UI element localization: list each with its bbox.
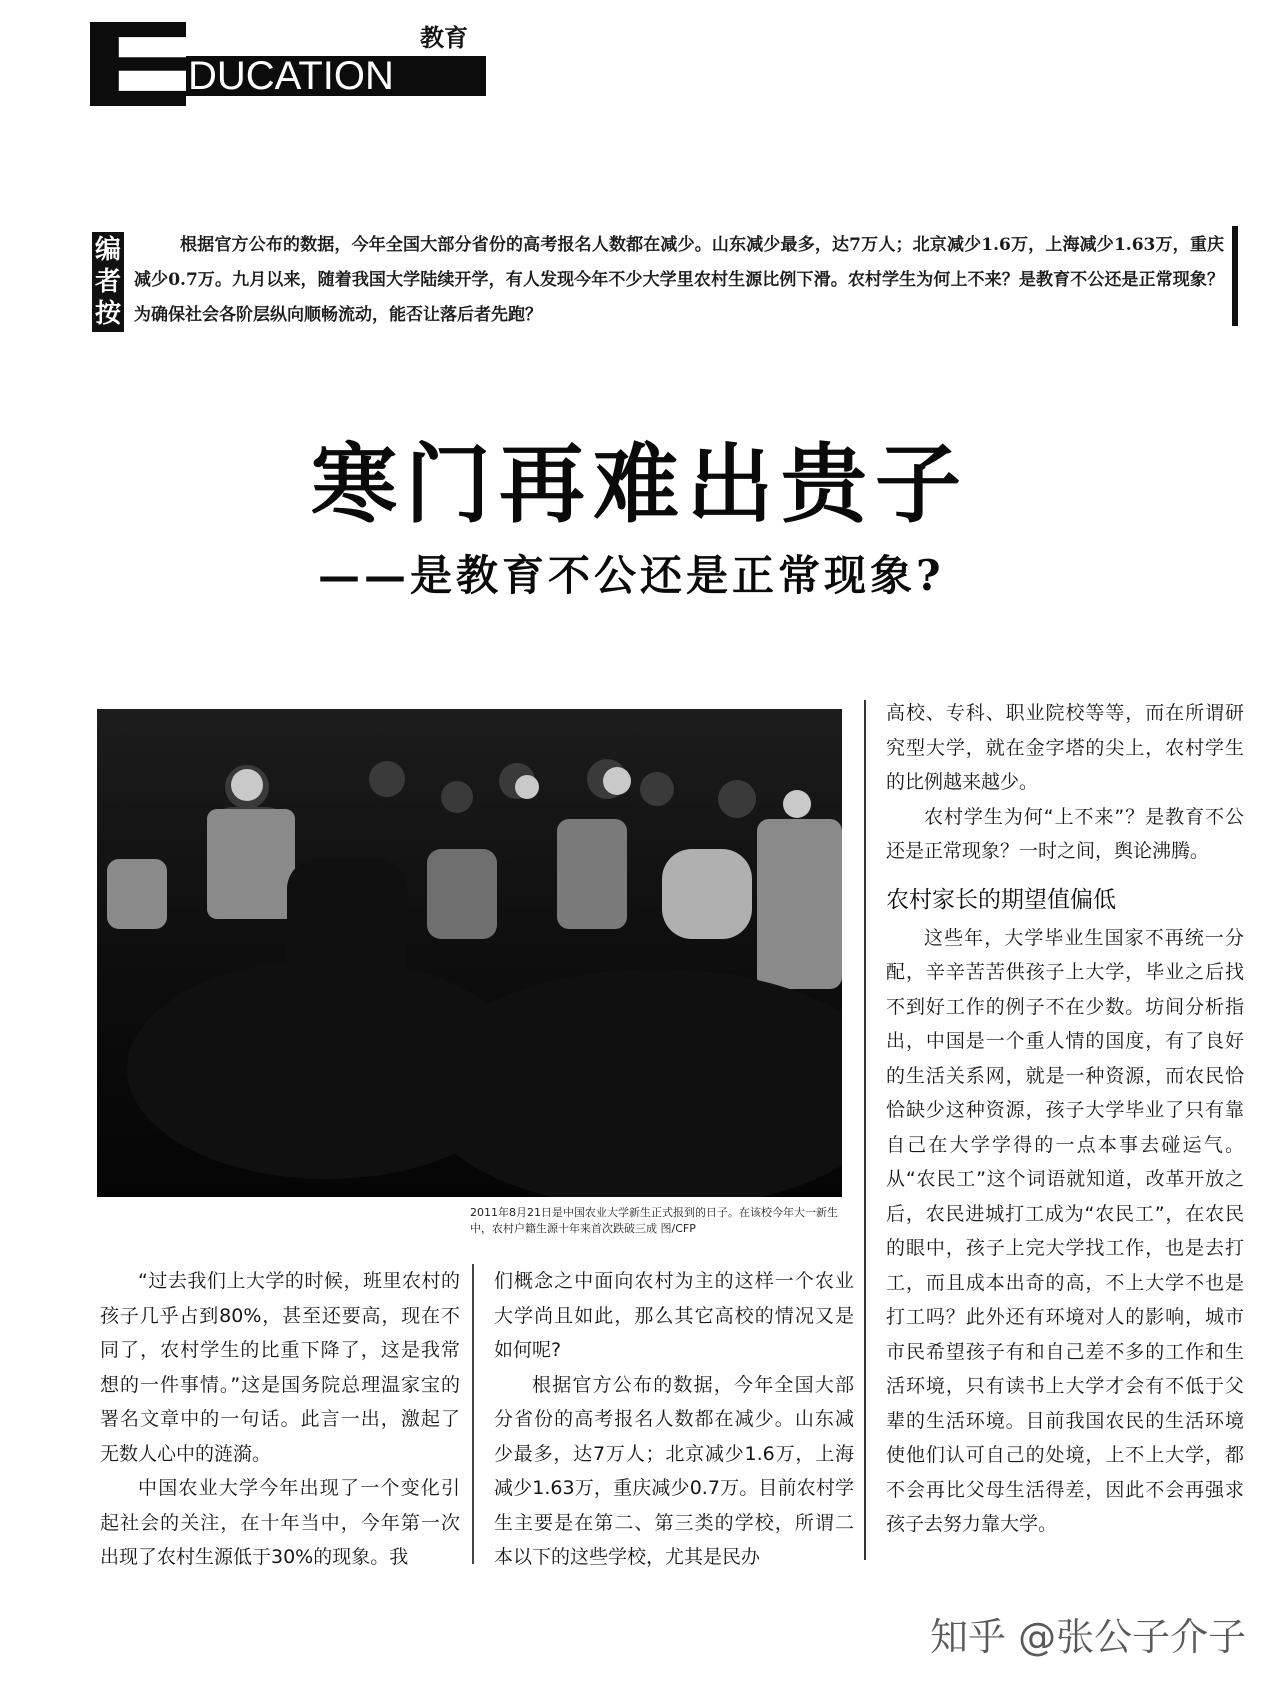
section-heading: 农村家长的期望值偏低 — [886, 886, 1116, 913]
article-column-left — [100, 1264, 460, 1575]
editor-note-text: 根据官方公布的数据，今年全国大部分省份的高考报名人数都在减少。山东减少最多，达7万人；北京减少1.6万，上海减少1.63万，重庆减少0.7万。九月以来，随着我国大学陆续开学，有人发现今年不少大学里农村生源比例下滑。农村学生为何上不来？是教育不公还是正常现象？为确保社会各阶层纵向顺畅流动，能否让落后者先跑？ — [134, 235, 1224, 325]
paragraph: 们概念之中面向农村为主的这样一个农业大学尚且如此，那么其它高校的情况又是如何呢? — [494, 1270, 854, 1361]
column-divider — [864, 700, 866, 1560]
article-photo — [97, 709, 842, 1197]
editor-note-tag-char: 者 — [94, 267, 121, 297]
section-label-cn: 教育 — [420, 24, 468, 52]
column-divider — [472, 1264, 474, 1564]
article-column-right — [886, 696, 1244, 1542]
photo-caption: 2011年8月21日是中国农业大学新生正式报到的日子。在该校今年大一新生中，农村户籍生源十年来首次跌破三成 图/CFP — [470, 1206, 838, 1235]
editor-note-tag-char: 按 — [94, 299, 121, 329]
paragraph: 高校、专科、职业院校等等，而在所谓研究型大学，就在金字塔的尖上，农村学生的比例越来越少。 — [886, 702, 1244, 793]
editor-note-tag — [92, 232, 124, 332]
article-subtitle: ——是教育不公还是正常现象? — [318, 551, 945, 600]
section-label-en: DUCATION — [186, 56, 486, 96]
paragraph: 这些年，大学毕业生国家不再统一分配，辛辛苦苦供孩子上大学，毕业之后找不到好工作的例子不在少数。坊间分析指出，中国是一个重人情的国度，有了良好的生活关系网，就是一种资源，而农民恰恰缺少这种资源，孩子大学毕业了只有靠自己在大学学得的一点本事去碰运气。从“农民工”这个词语就知道，改革开放之后，农民进城打工成为“农民工”，在农民的眼中，孩子上完大学找工作，也是去打工，而且成本出奇的高，不上大学不也是打工吗？此外还有环境对人的影响，城市市民希望孩子有和自己差不多的工作和生活环境，只有读书上大学才会有不低于父辈的生活环境。目前我国农民的生活环境使他们认可自己的处境，上不上大学，都不会再比父母生活得差，因此不会再强求孩子去努力靠大学。 — [886, 926, 1244, 1535]
paragraph: 中国农业大学今年出现了一个变化引起社会的关注，在十年当中，今年第一次出现了农村生源低于30%的现象。我 — [100, 1477, 460, 1568]
paragraph: “过去我们上大学的时候，班里农村的孩子几乎占到80%，甚至还要高，现在不同了，农村学生的比重下降了，这是我常想的一件事情。”这是国务院总理温家宝的署名文章中的一句话。此言一出，激起了无数人心中的涟漪。 — [100, 1270, 460, 1465]
article-title: 寒门再难出贵子 — [311, 435, 969, 535]
paragraph: 农村学生为何“上不来”？是教育不公还是正常现象？一时之间，舆论沸腾。 — [886, 805, 1244, 862]
editor-note-rule — [1232, 226, 1238, 326]
article-column-middle — [494, 1264, 854, 1575]
section-logo-letter-e — [90, 22, 186, 106]
watermark: 知乎 @张公子介子 — [930, 1615, 1247, 1659]
paragraph: 根据官方公布的数据，今年全国大部分省份的高考报名人数都在减少。山东减少最多，达7万人；北京减少1.6万，上海减少1.63万，重庆减少0.7万。目前农村学生主要是在第二、第三类的学校，所谓二本以下的这些学校，尤其是民办 — [494, 1373, 854, 1568]
editor-note-tag-char: 编 — [94, 235, 121, 265]
